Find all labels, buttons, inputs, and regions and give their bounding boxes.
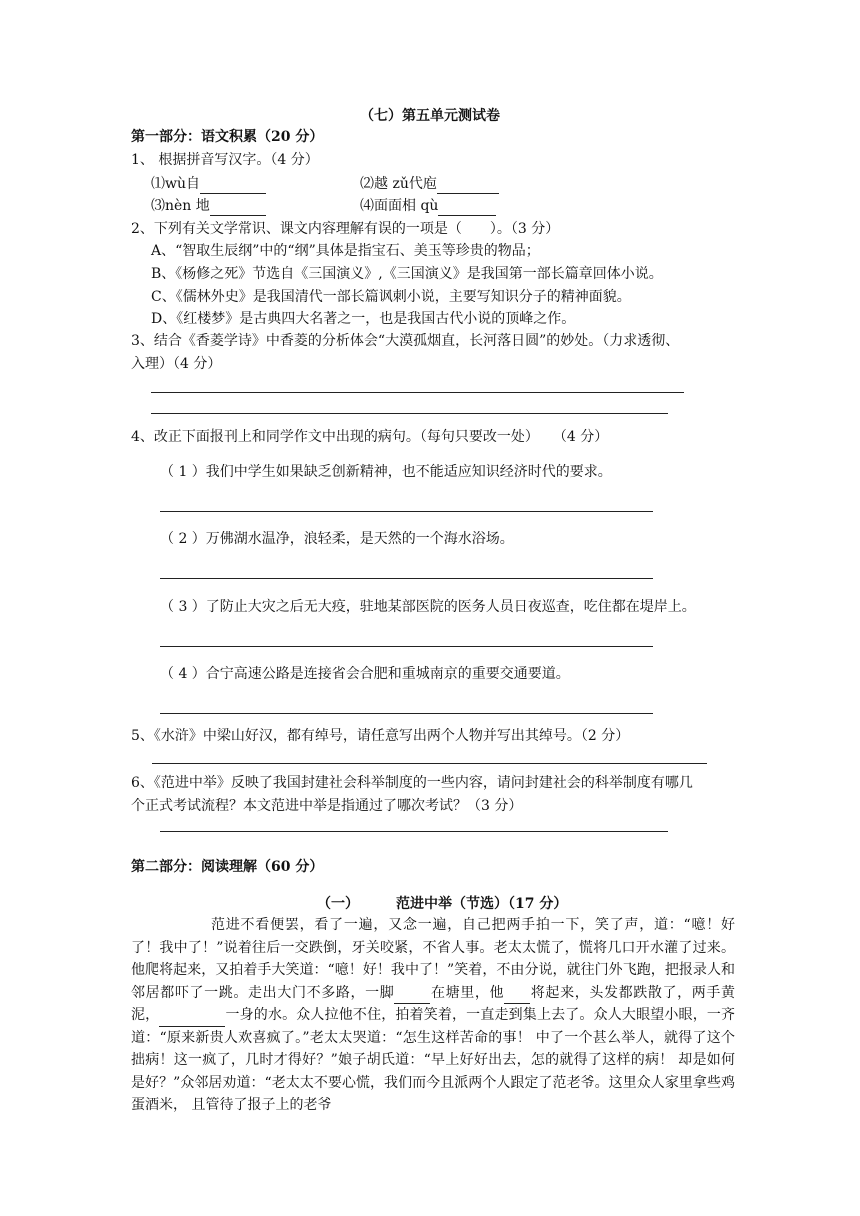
q4-answer-line-4[interactable] (160, 713, 653, 714)
q4-answer-line-2[interactable] (160, 578, 653, 579)
passage-text-2: 在塘里，他 (430, 984, 505, 1001)
q1-stem: 1、 根据拼音写汉字。（4 分） (131, 152, 319, 168)
q1-item-2-text: ⑵越 zǔ代庖 (360, 176, 437, 192)
passage-blank-2[interactable] (504, 987, 530, 1004)
q1-item-1 (151, 174, 266, 194)
q1-item-4 (360, 196, 496, 216)
q5-answer-line[interactable] (152, 763, 707, 764)
q2-option-b: B、《杨修之死》节选自《三国演义》,《三国演义》是我国第一部长篇章回体小说。 (151, 266, 663, 282)
section-number: （一） (317, 896, 359, 912)
part2-heading: 第二部分：阅读理解（60 分） (131, 859, 324, 875)
q5-stem: 5、《水浒》中梁山好汉，都有绰号，请任意写出两个人物并写出其绰号。（2 分） (131, 728, 630, 744)
q1-item-3-text: ⑶nèn 地 (151, 198, 210, 214)
q6-stem-line2: 个正式考试流程？本文范进中举是指通过了哪次考试？（3 分） (131, 798, 523, 814)
q4-answer-line-1[interactable] (160, 511, 653, 512)
section-title: 范进中举（节选）（17 分） (396, 896, 568, 912)
passage-text-1: 范进不看便罢，看了一遍，又念一遍，自己把两手拍一下，笑了声，道：“噫！好了！我中了！”说着往后一交跌倒，牙关咬紧，不省人事。老太太慌了，慌将几口开水灌了过来。他爬将起来，又拍着手大笑道：“噫！好！我中了！”笑着，不由分说，就往门外飞跑，把报录人和邻居都吓了一跳。走出大门不多路，一脚 (131, 917, 735, 1001)
passage-text-4: 一身的水。众人拉他不住，拍着笑着，一直走到集上去了。众人大眼望小眼，一齐道：“原来新贵人欢喜疯了。”老太太哭道：“怎生这样苦命的事！ 中了一个甚么举人，就得了这个拙病！这一疯了，几时才得好？”娘子胡氏道：“早上好好出去，怎的就得了这样的病！ 却是如何是好？”众邻居劝道：“老太太不要心慌，我们而今且派两个人跟定了范老爷。这里众人家里拿些鸡蛋酒米， 且管待了报子上的老爷 (131, 1007, 736, 1113)
q1-item-2 (360, 174, 499, 194)
q4-item-3: （ 3 ）了防止大灾之后无大疫，驻地某部医院的医务人员日夜巡查，吃住都在堤岸上。 (160, 599, 696, 615)
q2-option-a: A、“智取生辰纲”中的“纲”具体是指宝石、美玉等珍贵的物品； (151, 243, 540, 259)
q1-answer-blank-4[interactable] (438, 199, 496, 216)
page-title: （七）第五单元测试卷 (360, 108, 500, 124)
part1-heading: 第一部分：语文积累（20 分） (131, 129, 324, 145)
q2-option-c: C、《儒林外史》是我国清代一部长篇讽刺小说，主要写知识分子的精神面貌。 (151, 289, 631, 305)
q1-item-4-text: ⑷面面相 qù (360, 198, 439, 214)
q4-stem: 4、改正下面报刊上和同学作文中出现的病句。（每句只要改一处） （4 分） (131, 429, 609, 445)
q1-item-3 (151, 196, 266, 216)
q1-answer-blank-3[interactable] (210, 199, 266, 216)
reading-passage (131, 914, 735, 1117)
q1-item-1-text: ⑴wù自 (151, 176, 200, 192)
q1-answer-blank-1[interactable] (200, 177, 266, 194)
q2-option-d: D、《红楼梦》是古典四大名著之一，也是我国古代小说的顶峰之作。 (151, 311, 576, 327)
q1-answer-blank-2[interactable] (437, 177, 499, 194)
q3-answer-line-2[interactable] (151, 413, 668, 414)
q6-stem-line1: 6、《范进中举》反映了我国封建社会科举制度的一些内容，请问封建社会的科举制度有哪几 (131, 775, 693, 791)
passage-blank-3[interactable] (159, 1010, 225, 1027)
q4-item-1: （ 1 ）我们中学生如果缺乏创新精神，也不能适应知识经济时代的要求。 (160, 464, 612, 480)
q4-answer-line-3[interactable] (160, 646, 653, 647)
q4-item-4: （ 4 ）合宁高速公路是连接省会合肥和重城南京的重要交通要道。 (160, 666, 570, 682)
q3-answer-line-1[interactable] (151, 392, 684, 393)
q4-item-2: （ 2 ）万佛湖水温净，浪轻柔，是天然的一个海水浴场。 (160, 531, 514, 547)
q6-answer-line[interactable] (160, 831, 668, 832)
q3-stem-line1: 3、结合《香菱学诗》中香菱的分析体会“大漠孤烟直，长河落日圆”的妙处。（力求透彻、 (131, 333, 680, 349)
passage-text-3: 将起来，头发都跌散了，两手黄泥， (131, 984, 736, 1023)
q2-stem: 2、下列有关文学常识、课文内容理解有误的一项是（ ）。（3 分） (131, 221, 560, 237)
q3-stem-line2: 入理）（4 分） (131, 356, 222, 372)
passage-blank-1[interactable] (394, 987, 430, 1004)
